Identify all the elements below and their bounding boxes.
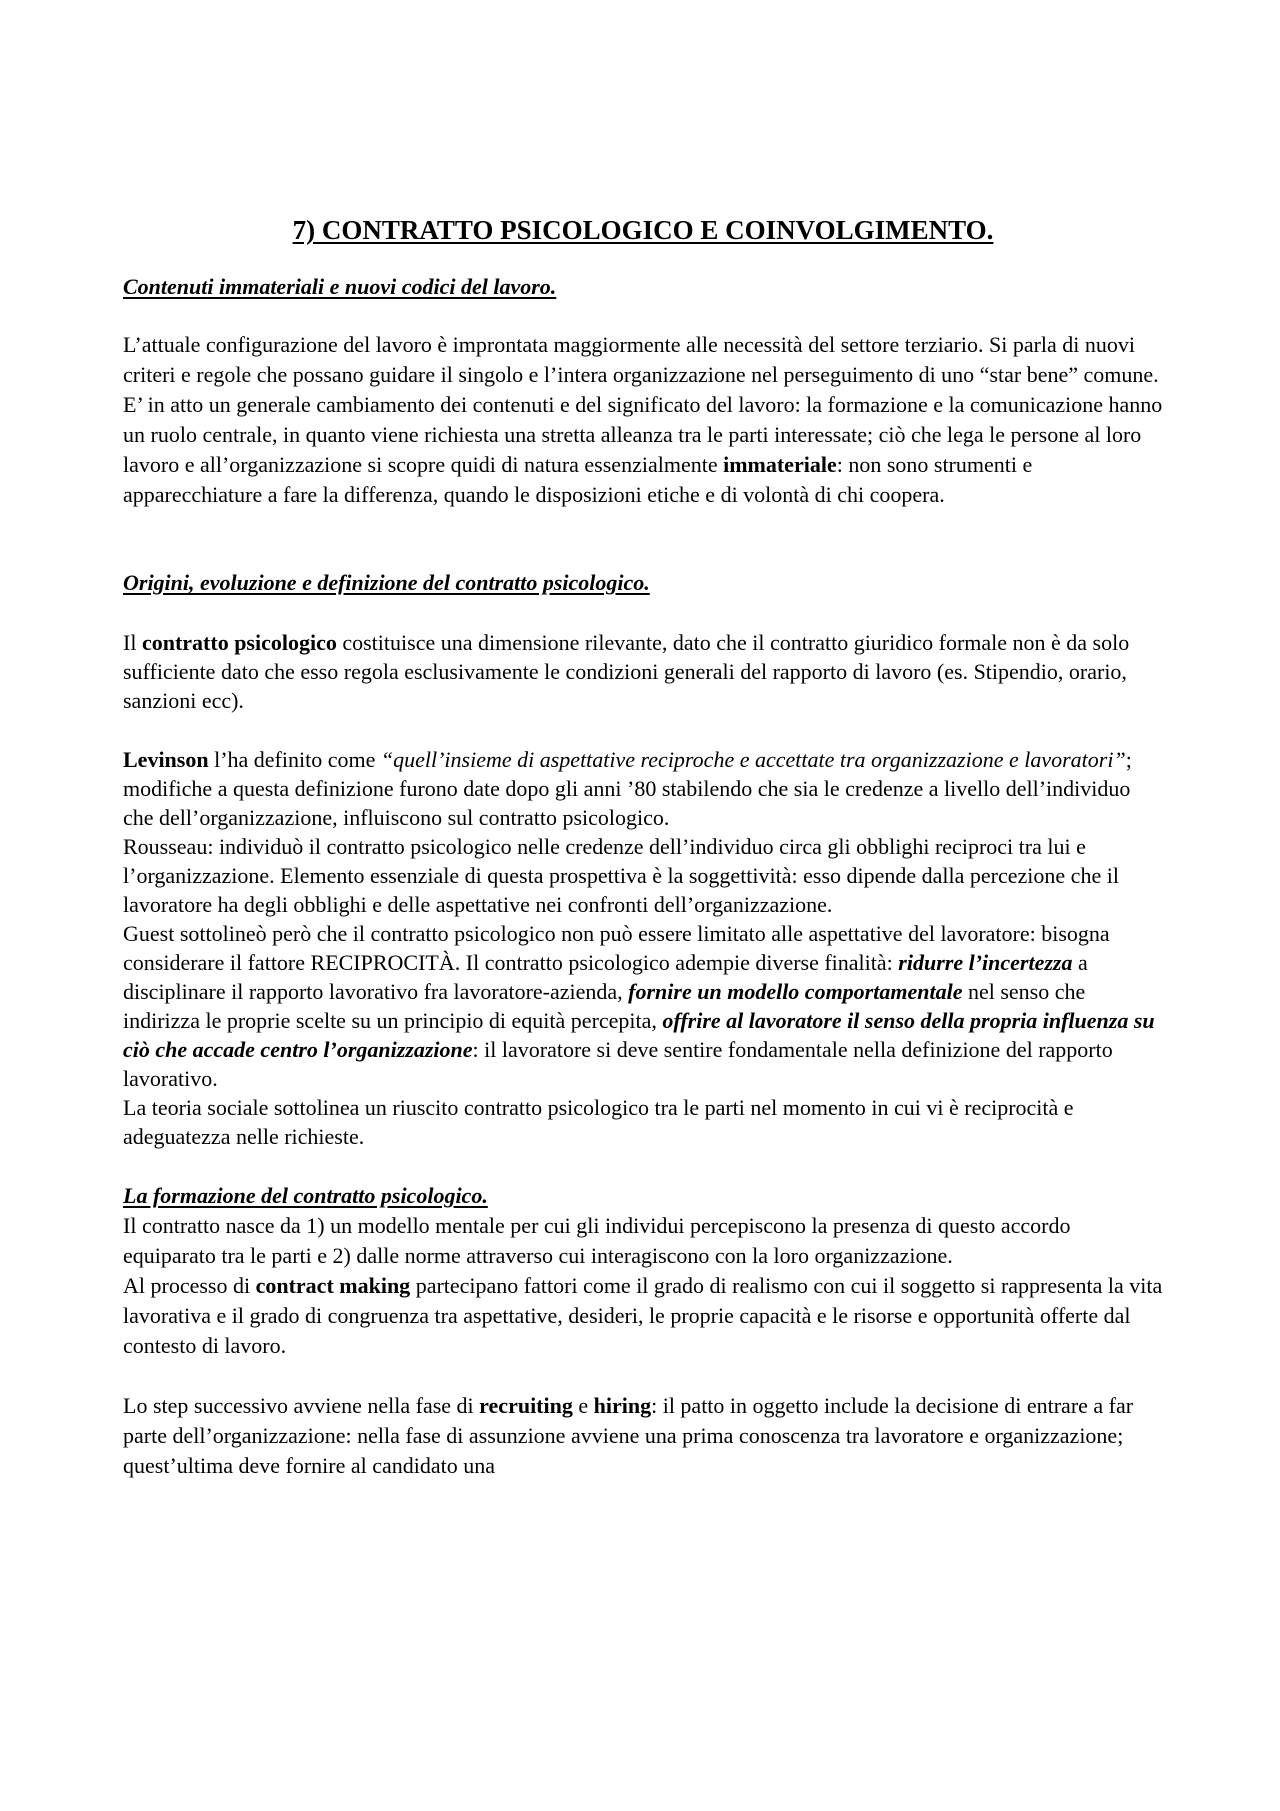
paragraph: Il contratto psicologico costituisce una dimensione rilevante, dato che il contratto giuridico formale non è da solo sufficiente dato che esso regola esclusivamente le condizioni generali del rapporto di lavoro (es. Stipendio, orario, sanzioni ecc).	[123, 630, 1130, 713]
bold-italic-term: offrire al lavoratore il senso della propria influenza su ciò che accade centro l’organizzazione	[123, 1008, 1155, 1062]
page-title: 7) CONTRATTO PSICOLOGICO E COINVOLGIMENTO.	[292, 215, 994, 245]
bold-term: contract making	[255, 1273, 411, 1298]
paragraph: Al processo di contract making partecipano fattori come il grado di realismo con cui il soggetto si rappresenta la vita lavorativa e il grado di congruenza tra aspettative, desideri, le proprie capacità e le risorse e opportunità offerte dal contesto di lavoro.	[123, 1273, 1163, 1358]
bold-term: hiring	[593, 1393, 652, 1418]
italic-quote: “quell’insieme di aspettative reciproche e accettate tra organizzazione e lavoratori”	[380, 747, 1126, 772]
bold-italic-term: ridurre l’incertezza	[898, 950, 1073, 975]
document-body	[123, 214, 1163, 1481]
paragraph: Lo step successivo avviene nella fase di recruiting e hiring: il patto in oggetto include la decisione di entrare a far parte dell’organizzazione: nella fase di assunzione avviene una prima conoscenza tra lavoratore e organizzazione; quest’ultima deve fornire al candidato una	[123, 1393, 1134, 1478]
bold-italic-term: fornire un modello comportamentale	[628, 979, 963, 1004]
paragraph: Guest sottolineò però che il contratto psicologico non può essere limitato alle aspettative del lavoratore: bisogna considerare il fattore RECIPROCITÀ. Il contratto psicologico adempie diverse finalità: ridurre l’incertezza a disciplinare il rapporto lavorativo fra lavoratore-azienda, fornire un modello comportamentale nel senso che indirizza le proprie scelte su un principio di equità percepita, offrire al lavoratore il senso della propria influenza su ciò che accade centro l’organizzazione: il lavoratore si deve sentire fondamentale nella definizione del rapporto lavorativo.	[123, 921, 1155, 1091]
paragraph: E’ in atto un generale cambiamento dei contenuti e del significato del lavoro: la formazione e la comunicazione hanno un ruolo centrale, in quanto viene richiesta una stretta alleanza tra le parti interessate; ciò che lega le persone al loro lavoro e all’organizzazione si scopre quidi di natura essenzialmente immateriale: non sono strumenti e apparecchiature a fare la differenza, quando le disposizioni etiche e di volontà di chi coopera.	[123, 392, 1163, 507]
paragraph: Rousseau: individuò il contratto psicologico nelle credenze dell’individuo circa gli obblighi reciproci tra lui e l’organizzazione. Elemento essenziale di questa prospettiva è la soggettività: esso dipende dalla percezione che il lavoratore ha degli obblighi e delle aspettative nei confronti dell’organizzazione.	[123, 834, 1119, 917]
bold-term: recruiting	[479, 1393, 573, 1418]
bold-term: Levinson	[123, 747, 209, 772]
section-heading-formazione: La formazione del contratto psicologico.	[123, 1183, 488, 1208]
section-heading-contenuti: Contenuti immateriali e nuovi codici del lavoro.	[123, 274, 557, 299]
bold-term: immateriale	[723, 452, 837, 477]
paragraph: L’attuale configurazione del lavoro è improntata maggiormente alle necessità del settore terziario. Si parla di nuovi criteri e regole che possano guidare il singolo e l’intera organizzazione nel perseguimento di uno “star bene” comune.	[123, 332, 1159, 387]
section-heading-origini: Origini, evoluzione e definizione del contratto psicologico.	[123, 570, 650, 595]
bold-term: contratto psicologico	[141, 630, 337, 655]
paragraph: La teoria sociale sottolinea un riuscito contratto psicologico tra le parti nel momento in cui vi è reciprocità e adeguatezza nelle richieste.	[123, 1095, 1074, 1149]
paragraph: Il contratto nasce da 1) un modello mentale per cui gli individui percepiscono la presenza di questo accordo equiparato tra le parti e 2) dalle norme attraverso cui interagiscono con la loro organizzazione.	[123, 1213, 1071, 1268]
paragraph: Levinson l’ha definito come “quell’insieme di aspettative reciproche e accettate tra organizzazione e lavoratori”; modifiche a questa definizione furono date dopo gli anni ’80 stabilendo che sia le credenze a livello dell’individuo che dell’organizzazione, influiscono sul contratto psicologico.	[123, 747, 1132, 830]
